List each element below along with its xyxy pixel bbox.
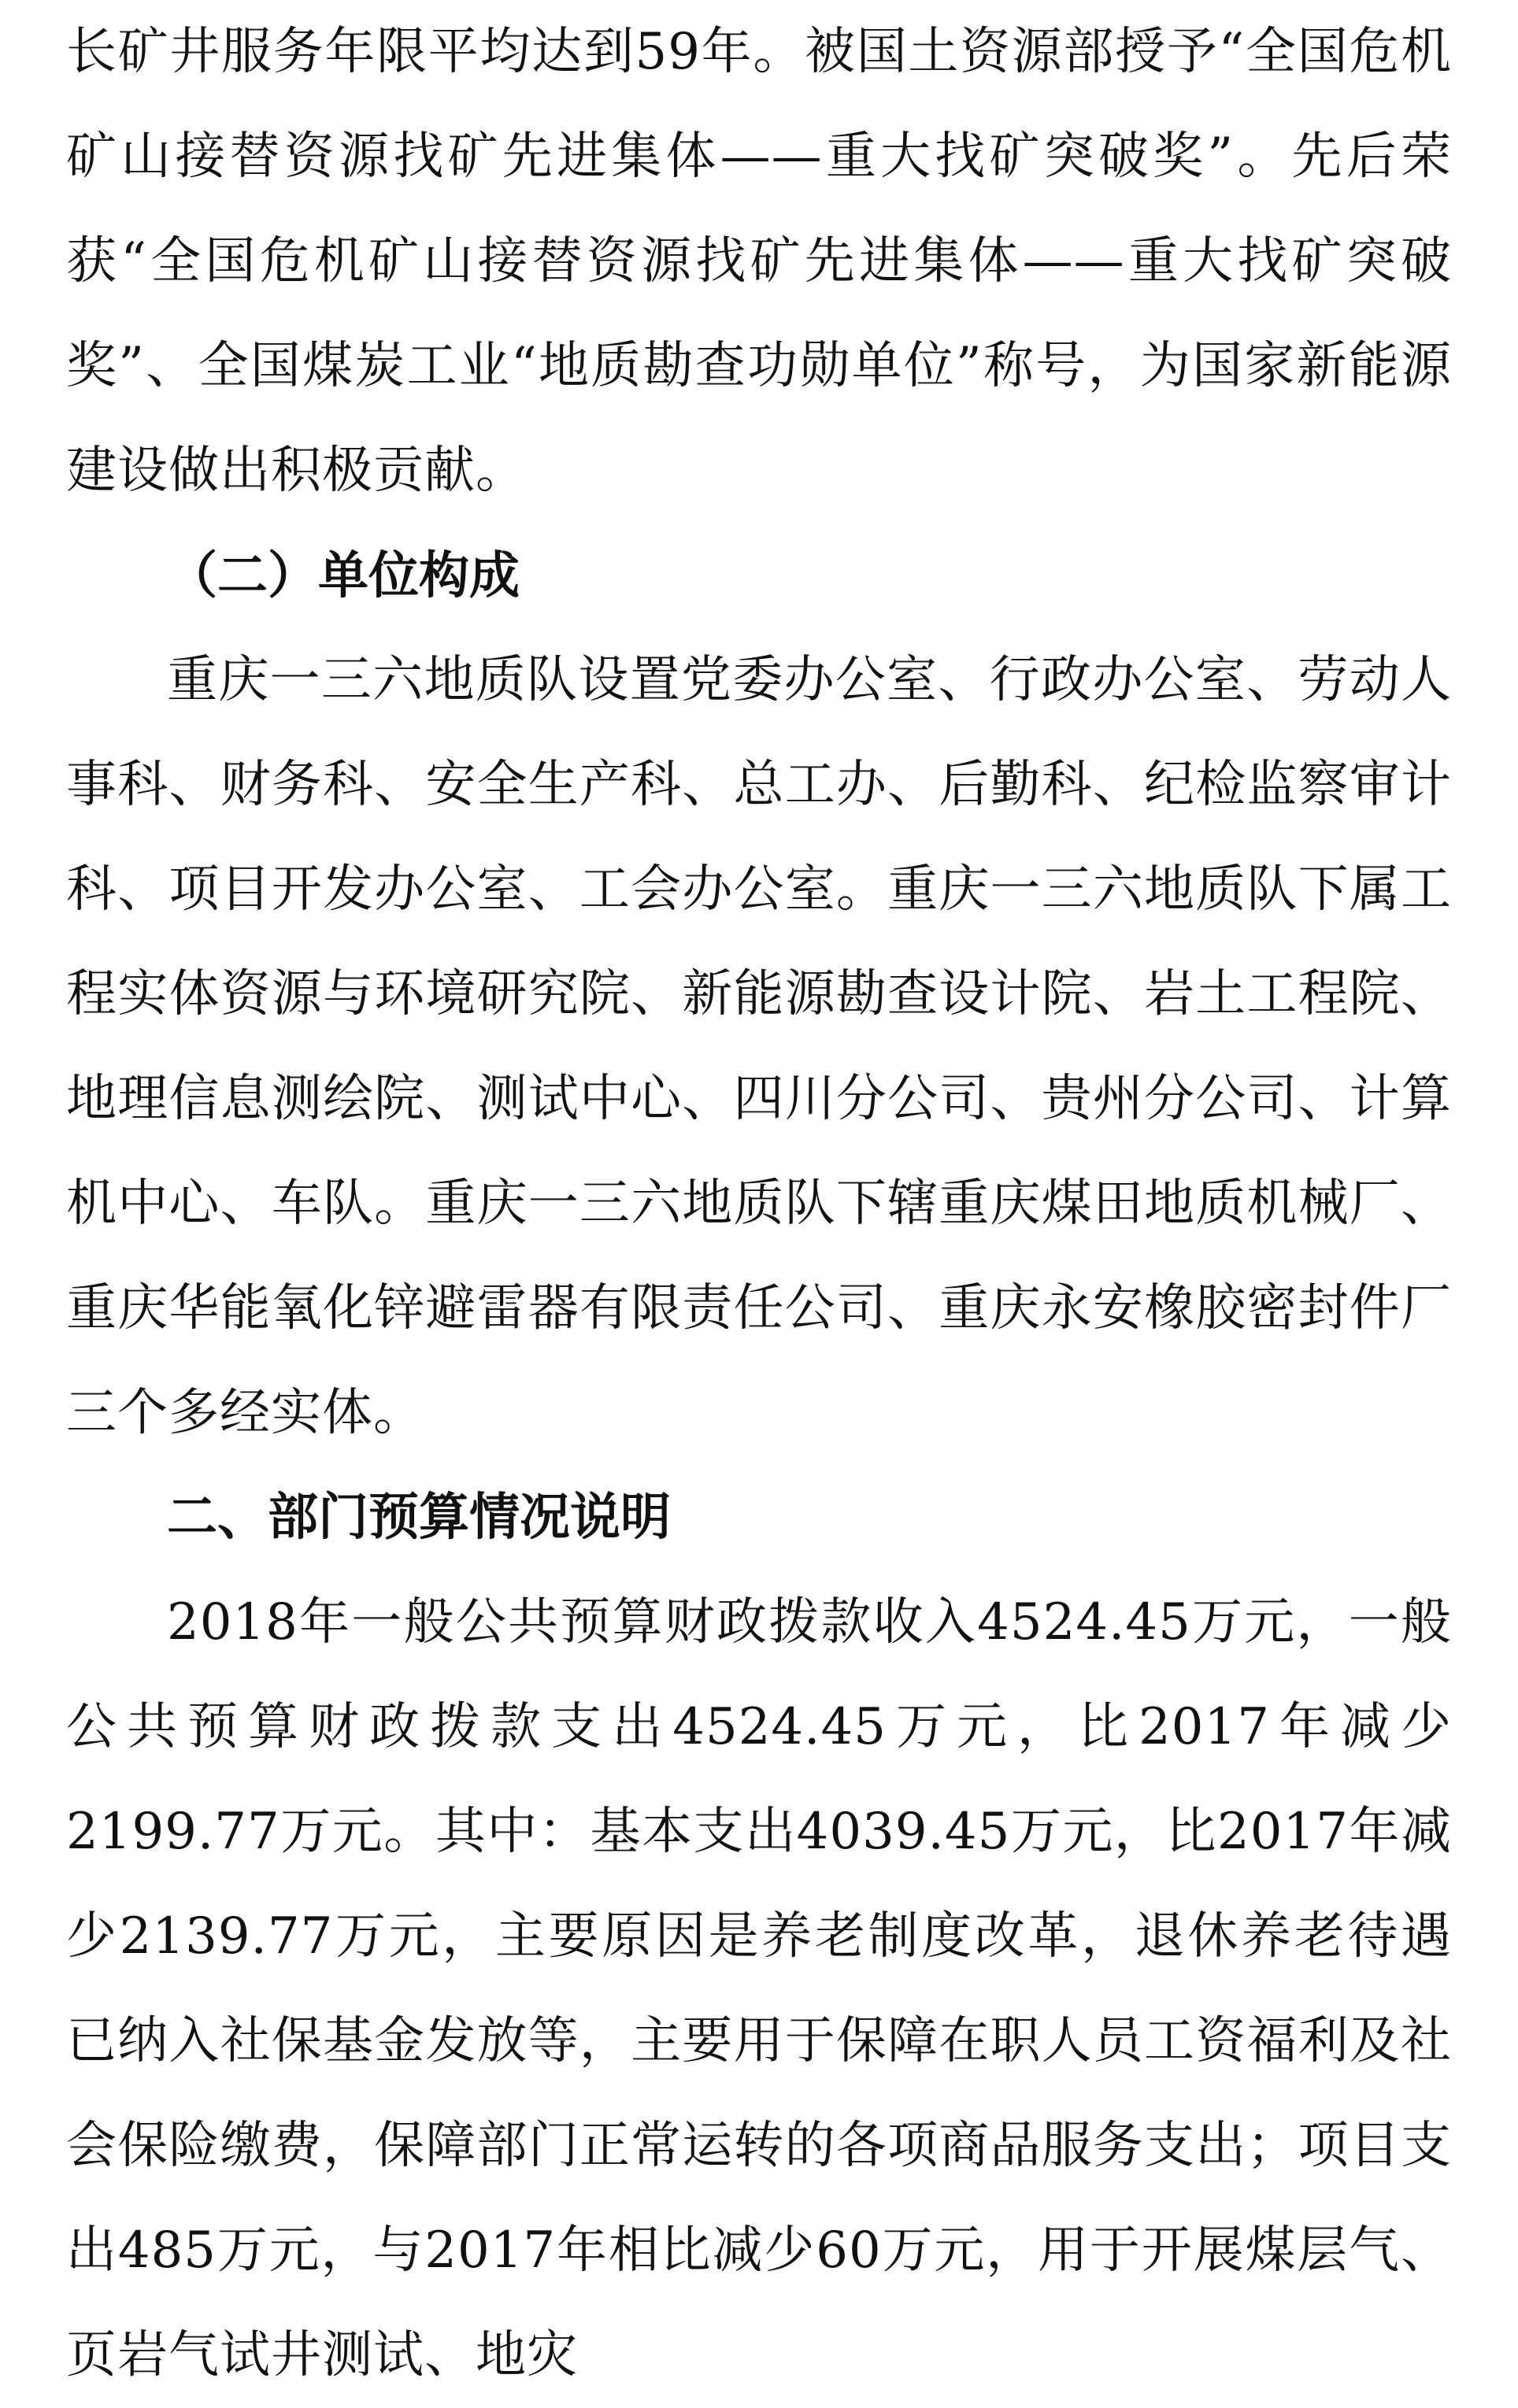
document-page xyxy=(66,0,1452,2384)
paragraph-achievements: 长矿井服务年限平均达到59年。被国土资源部授予“全国危机矿山接替资源找矿先进集体——重大找矿突破奖”。先后荣获“全国危机矿山接替资源找矿先进集体——重大找矿突破奖”、全国煤炭工业“地质勘查功勋单位”称号，为国家新能源建设做出积极贡献。 xyxy=(66,23,1452,500)
section-heading-budget: 二、部门预算情况说明 xyxy=(167,1489,671,1547)
paragraph-budget-details: 2018年一般公共预算财政拨款收入4524.45万元，一般公共预算财政拨款支出4524.45万元，比2017年减少2199.77万元。其中：基本支出4039.45万元，比2017年减少2139.77万元，主要原因是养老制度改革，退休养老待遇已纳入社保基金发放等，主要用于保障在职人员工资福利及社会保险缴费，保障部门正常运转的各项商品服务支出；项目支出485万元，与2017年相比减少60万元，用于开展煤层气、页岩气试井测试、地灾 xyxy=(66,1593,1452,2384)
paragraph-unit-composition: 重庆一三六地质队设置党委办公室、行政办公室、劳动人事科、财务科、安全生产科、总工办、后勤科、纪检监察审计科、项目开发办公室、工会办公室。重庆一三六地质队下属工程实体资源与环境研究院、新能源勘查设计院、岩土工程院、地理信息测绘院、测试中心、四川分公司、贵州分公司、计算机中心、车队。重庆一三六地质队下辖重庆煤田地质机械厂、重庆华能氧化锌避雷器有限责任公司、重庆永安橡胶密封件厂三个多经实体。 xyxy=(66,651,1452,1442)
section-heading-unit-composition: （二）单位构成 xyxy=(167,546,520,605)
